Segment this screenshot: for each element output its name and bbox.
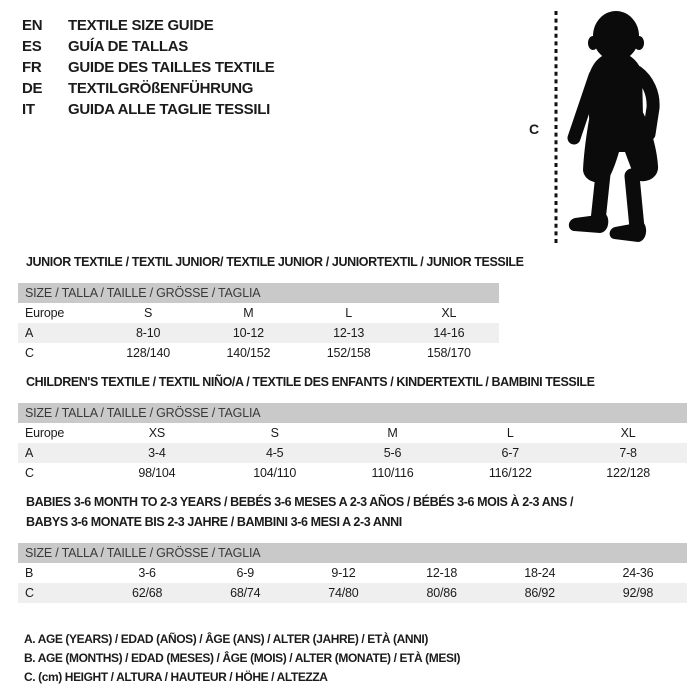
footnotes: [24, 630, 460, 687]
table-cell: 4-5: [265, 446, 284, 460]
row-label: Europe: [25, 306, 65, 320]
table-cell: 128/140: [126, 346, 171, 360]
language-code: IT: [22, 101, 35, 118]
table-title-line: JUNIOR TEXTILE / TEXTIL JUNIOR/ TEXTILE JUNIOR / JUNIORTEXTIL / JUNIOR TESSILE: [26, 255, 524, 269]
table-cell: 110/116: [371, 466, 414, 480]
row-label: C: [25, 586, 34, 600]
row-label: A: [25, 326, 34, 340]
table-title: [26, 372, 687, 392]
table-title: [26, 492, 687, 532]
footnote-line: B. AGE (MONTHS) / EDAD (MESES) / ÂGE (MOIS) / ALTER (MONATE) / ETÀ (MESI): [24, 651, 461, 665]
toddler-silhouette-icon: [569, 11, 658, 242]
table-cell: 5-6: [383, 446, 402, 460]
table-cell: 158/170: [426, 346, 471, 360]
table-cell: 9-12: [331, 566, 356, 580]
table-cell: S: [144, 306, 153, 320]
row-label: C: [25, 346, 34, 360]
table-cell: M: [387, 426, 398, 440]
table-title-line: CHILDREN'S TEXTILE / TEXTIL NIÑO/A / TEXTILE DES ENFANTS / KINDERTEXTIL / BAMBINI TESSILE: [26, 375, 595, 389]
table-cell: 8-10: [136, 326, 161, 340]
table-cell: 10-12: [232, 326, 264, 340]
table-cell: 104/110: [253, 466, 297, 480]
footnote-line: A. AGE (YEARS) / EDAD (AÑOS) / ÂGE (ANS) / ALTER (JAHRE) / ETÀ (ANNI): [24, 632, 428, 646]
table-cell: 3-6: [138, 566, 156, 580]
table-row: [18, 323, 499, 343]
table-cell: 98/104: [138, 466, 176, 480]
table-cell: 12-13: [333, 326, 365, 340]
language-code: FR: [22, 59, 42, 76]
childrens-textile-table: [18, 372, 687, 483]
table-cell: 80/86: [426, 586, 457, 600]
language-title: TEXTILGRÖßENFÜHRUNG: [68, 80, 254, 97]
language-row: [22, 99, 274, 120]
table-cell: 62/68: [131, 586, 163, 600]
language-row: [22, 36, 274, 57]
table-row: [18, 443, 687, 463]
language-title: GUÍA DE TALLAS: [68, 38, 188, 55]
table-cell: 3-4: [148, 446, 166, 460]
table-cell: 14-16: [433, 326, 465, 340]
row-label: Europe: [25, 426, 65, 440]
language-code: EN: [22, 17, 43, 34]
table-title: [26, 252, 524, 272]
table-cell: 92/98: [622, 586, 654, 600]
height-measure-label: C: [529, 121, 539, 137]
table-cell: 24-36: [622, 566, 654, 580]
footnote-line: C. (cm) HEIGHT / ALTURA / HAUTEUR / HÖHE / ALTEZZA: [24, 670, 328, 684]
table-cell: 18-24: [524, 566, 556, 580]
table-cell: 6-7: [501, 446, 520, 460]
table-title-line: BABIES 3-6 MONTH TO 2-3 YEARS / BEBÉS 3-6 MESES A 2-3 AÑOS / BÉBÉS 3-6 MOIS À 2-3 ANS /: [26, 495, 574, 509]
table-cell: 68/74: [230, 586, 261, 600]
row-label: C: [25, 466, 34, 480]
language-list: [22, 15, 274, 120]
table-cell: XL: [620, 426, 636, 440]
language-code: ES: [22, 38, 42, 55]
table-cell: S: [270, 426, 279, 440]
figure-area: [540, 0, 690, 250]
language-title: TEXTILE SIZE GUIDE: [68, 17, 214, 34]
language-title: GUIDA ALLE TAGLIE TESSILI: [68, 101, 270, 118]
size-header-bar: SIZE / TALLA / TAILLE / GRÖSSE / TAGLIA: [18, 283, 499, 303]
table-cell: 152/158: [326, 346, 371, 360]
size-header-bar: SIZE / TALLA / TAILLE / GRÖSSE / TAGLIA: [18, 543, 687, 563]
table-cell: 74/80: [328, 586, 359, 600]
size-header-bar: SIZE / TALLA / TAILLE / GRÖSSE / TAGLIA: [18, 403, 687, 423]
table-cell: M: [243, 306, 254, 320]
table-cell: 6-9: [236, 566, 254, 580]
table-row: [18, 303, 499, 323]
table-cell: 122/128: [606, 466, 650, 480]
table-row: [18, 423, 687, 443]
table-cell: L: [345, 306, 352, 320]
table-row: [18, 343, 499, 363]
table-row: [18, 583, 687, 603]
language-row: [22, 15, 274, 36]
babies-textile-table: [18, 492, 687, 603]
table-title-line: BABYS 3-6 MONATE BIS 2-3 JAHRE / BAMBINI 3-6 MESI A 2-3 ANNI: [26, 515, 402, 529]
table-row: [18, 463, 687, 483]
table-cell: 86/92: [524, 586, 555, 600]
table-cell: 116/122: [488, 466, 532, 480]
language-row: [22, 78, 274, 99]
table-cell: 7-8: [619, 446, 637, 460]
language-row: [22, 57, 274, 78]
table-row: [18, 563, 687, 583]
table-cell: 12-18: [426, 566, 458, 580]
table-cell: 140/152: [226, 346, 271, 360]
table-cell: XS: [148, 426, 166, 440]
row-label: A: [25, 446, 34, 460]
table-cell: XL: [441, 306, 457, 320]
language-code: DE: [22, 80, 43, 97]
language-title: GUIDE DES TAILLES TEXTILE: [68, 59, 275, 76]
row-label: B: [25, 566, 34, 580]
table-cell: L: [506, 426, 514, 440]
junior-textile-table: [18, 252, 524, 363]
